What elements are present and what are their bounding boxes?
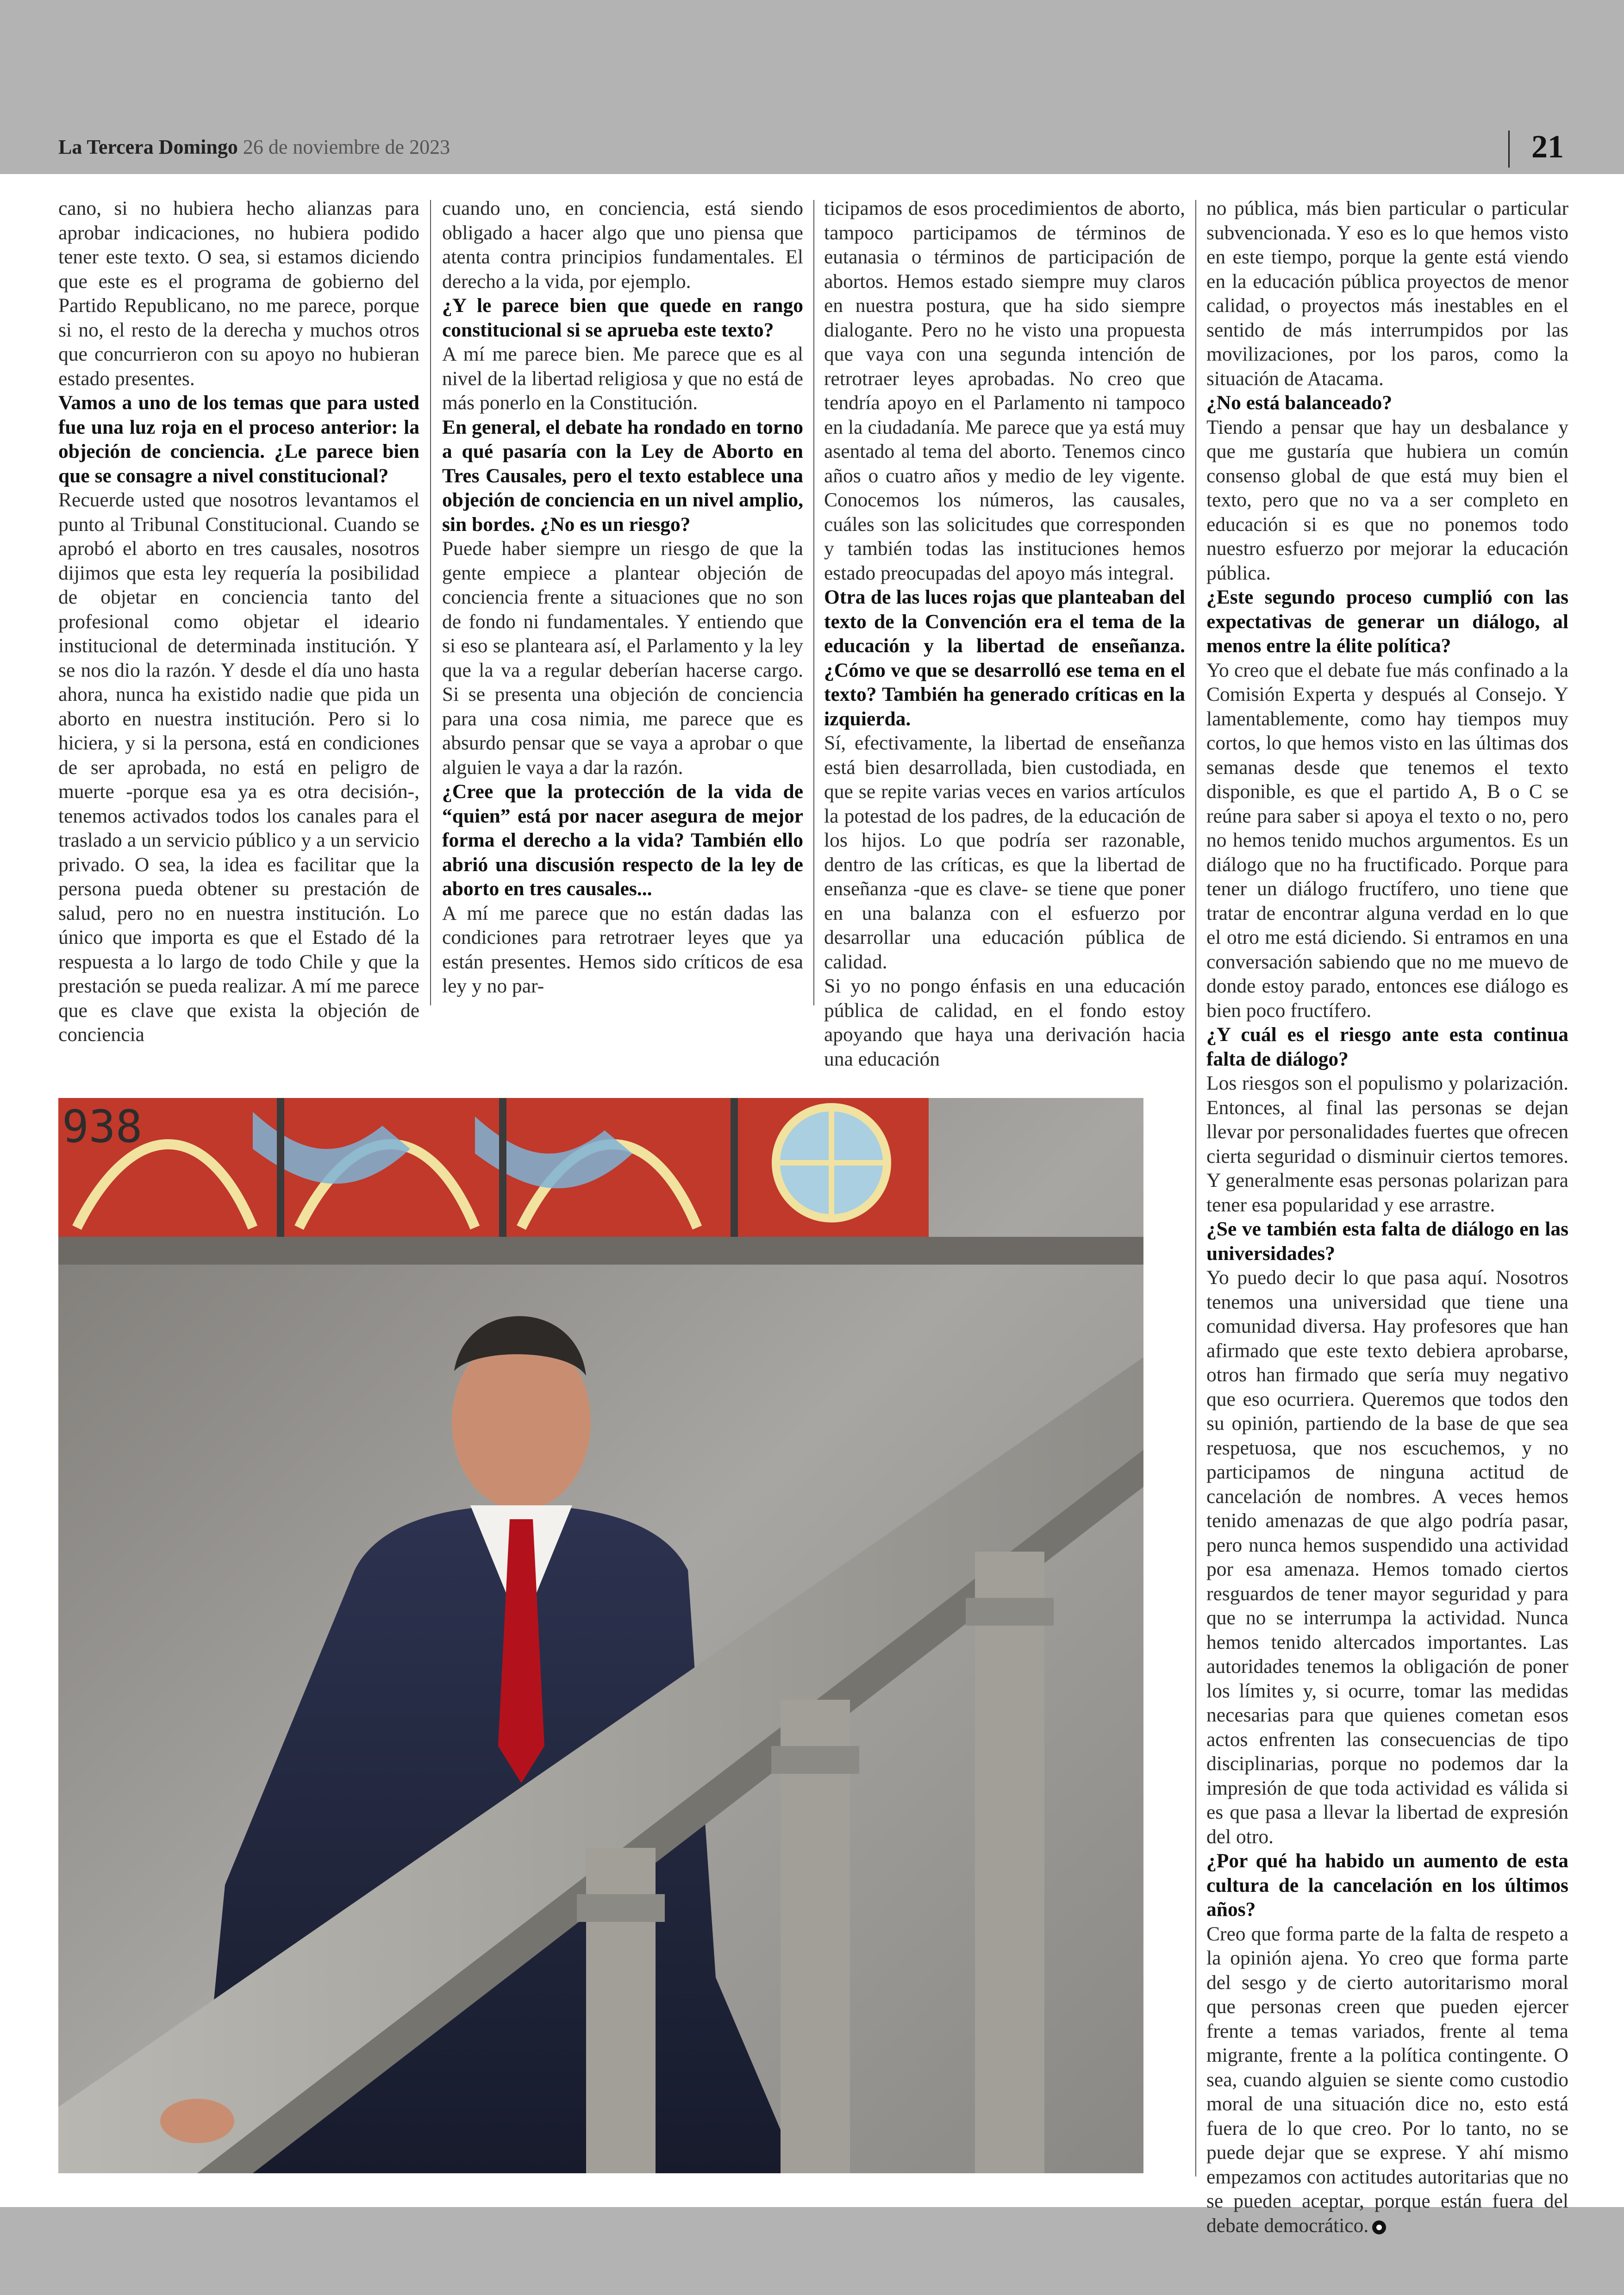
interview-answer: Los riesgos son el populismo y polarización. Entonces, al final las personas se dejan llevar por personalidades fuertes que ofrecen cierta seguridad o disminuir ciertos temores. Y generalmente esas personas polarizan para tener esa popularidad y ese arrastre. bbox=[1206, 1072, 1568, 1216]
masthead bbox=[58, 135, 450, 159]
header-divider bbox=[1508, 131, 1510, 168]
interview-answer: ticipamos de esos procedimientos de aborto, tampoco participamos de términos de eutanasia o términos de participación de abortos. Hemos estado siempre muy claros en nuestra postura, que ha sido siempre dialogante. Pero no he visto una propuesta que vaya con una segunda intención de retrotraer leyes aprobadas. No creo que tendría apoyo en el Parlamento ni tampoco en la ciudadanía. Me parece que ya está muy asentado al tema del aborto. Tenemos cinco años o cuatro años y medio de ley vigente. Conocemos los números, las causales, cuáles son las solicitudes que corresponden y también todas las instituciones hemos estado preocupadas del apoyo más integral. bbox=[824, 197, 1185, 584]
column-divider bbox=[1195, 200, 1196, 2177]
interview-answer: Yo puedo decir lo que pasa aquí. Nosotros tenemos una universidad que tiene una comunidad diversa. Hay profesores que han afirmado que este texto debiera aprobarse, otros han firmado que sería muy negativo que eso ocurriera. Queremos que todos den su opinión, partiendo de la base de que sea respetuosa, que nos escuchemos, y no participamos de ninguna actitud de cancelación de nombres. A veces hemos tenido amenazas de que algo podría pasar, pero nunca hemos suspendido una actividad por esa amenaza. Hemos tomado ciertos resguardos de tener mayor seguridad y para que no se interrumpa la actividad. Nunca hemos tenido altercados importantes. Las autoridades tenemos la obligación de poner los límites y, si ocurre, tomar las medidas necesarias para que quienes cometan esos actos enfrenten las consecuencias de tipo disciplinarias, porque no podemos dar la impresión de que toda actividad es válida si es que pasa a llevar la libertad de expresión del otro. bbox=[1206, 1266, 1568, 1848]
interview-answer: Creo que forma parte de la falta de respeto a la opinión ajena. Yo creo que forma parte del sesgo y de cierto autoritarismo moral que personas creen que pueden ejercer frente a temas variados, frente al tema migrante, frente a la política contingente. O sea, cuando alguien se siente como custodio moral de una situación dice no, esto está fuera de lo que creo. Por lo tanto, no se puede dejar que se exprese. Y ahí mismo empezamos con actitudes autoritarias que no se pueden aceptar, porque están fuera del debate democrático. bbox=[1206, 1922, 1568, 2237]
column-divider bbox=[430, 200, 431, 1005]
article-column-1 bbox=[58, 196, 419, 1046]
interview-answer: Si yo no pongo énfasis en una educación pública de calidad, en el fondo estoy apoyando que haya una derivación hacia una educación bbox=[824, 975, 1185, 1070]
interview-answer: cuando uno, en conciencia, está siendo obligado a hacer algo que uno piensa que atenta contra principios fundamentales. El derecho a la vida, por ejemplo. bbox=[442, 197, 803, 293]
article-column-3 bbox=[824, 196, 1185, 1070]
page-number: 21 bbox=[1531, 129, 1564, 165]
column-divider bbox=[813, 200, 814, 1005]
interview-question: ¿Y le parece bien que quede en rango constitucional si se aprueba este texto? bbox=[442, 294, 803, 341]
interview-question: ¿Este segundo proceso cumplió con las expectativas de generar un diálogo, al menos entre la élite política? bbox=[1206, 586, 1568, 657]
article-column-2 bbox=[442, 196, 803, 1002]
interview-answer: no pública, más bien particular o particular subvencionada. Y eso es lo que hemos visto en este tiempo, porque la gente está viendo en la educación pública proyectos de menor calidad, o proyectos más inestables en el sentido de más interrumpidos por las movilizaciones, por los paros, como la situación de Atacama. bbox=[1206, 197, 1568, 390]
window-digits: 938 bbox=[62, 1101, 143, 1153]
issue-date: 26 de noviembre de 2023 bbox=[243, 136, 450, 158]
interview-question: En general, el debate ha rondado en torno a qué pasaría con la Ley de Aborto en Tres Causales, pero el texto establece una objeción de conciencia en un nivel amplio, sin bordes. ¿No es un riesgo? bbox=[442, 416, 803, 536]
interview-question: Vamos a uno de los temas que para usted fue una luz roja en el proceso anterior: la objeción de conciencia. ¿Le parece bien que se consagre a nivel constitucional? bbox=[58, 392, 419, 487]
interview-question: ¿Por qué ha habido un aumento de esta cultura de la cancelación en los últimos años? bbox=[1206, 1850, 1568, 1921]
interview-question: ¿Se ve también esta falta de diálogo en las universidades? bbox=[1206, 1218, 1568, 1265]
paper-name: La Tercera Domingo bbox=[58, 136, 238, 158]
interview-answer: Sí, efectivamente, la libertad de enseñanza está bien desarrollada, bien custodiada, en que se repite varias veces en varios artículos la potestad de los padres, de la educación de los hijos. Lo que podría ser razonable, dentro de las críticas, es que la libertad de enseñanza -que es clave- se tiene que poner en una balanza con el esfuerzo por desarrollar una educación pública de calidad. bbox=[824, 732, 1185, 973]
interview-answer: cano, si no hubiera hecho alianzas para aprobar indicaciones, no hubiera podido tener este texto. O sea, si estamos diciendo que este es el programa de gobierno del Partido Republicano, no me parece, porque si no, el resto de la derecha y muchos otros que concurrieron con su apoyo no hubieran estado presentes. bbox=[58, 197, 419, 390]
interview-question: ¿Cree que la protección de la vida de “quien” está por nacer asegura de mejor forma el derecho a la vida? También ello abrió una discusión respecto de la ley de aborto en tres causales... bbox=[442, 780, 803, 900]
interview-answer: Puede haber siempre un riesgo de que la gente empiece a plantear objeción de conciencia frente a situaciones que no son de fondo ni fundamentales. Y entiendo que si eso se planteara así, el Parlamento y la ley que la va a regular deberían hacerse cargo. Si se presenta una objeción de conciencia para una cosa nimia, me parece que es absurdo pensar que se vaya a aprobar o que alguien le vaya a dar la razón. bbox=[442, 537, 803, 779]
end-of-article-icon bbox=[1372, 2220, 1386, 2234]
page-header bbox=[58, 129, 1568, 177]
article-column-4 bbox=[1206, 196, 1568, 2237]
interview-answer: Tiendo a pensar que hay un desbalance y que me gustaría que hubiera un común consenso global de que está muy bien el texto, pero que no va a ser completo en educación si es que no ponemos todo nuestro esfuerzo por mejorar la educación pública. bbox=[1206, 416, 1568, 584]
interview-answer: Yo creo que el debate fue más confinado a la Comisión Experta y después al Consejo. Y lamentablemente, como hay tiempos muy cortos, lo que hemos visto en las últimas dos semanas desde que tenemos el texto disponible, es que el partido A, B o C se reúne para saber si apoya el texto o no, pero no hemos tenido muchos argumentos. Es un diálogo que no ha fructificado. Porque para tener un diálogo fructífero, uno tiene que tratar de encontrar alguna verdad en lo que el otro me está diciendo. Si entramos en una conversación sabiendo que no me muevo de donde estoy parado, entonces ese diálogo es bien poco fructífero. bbox=[1206, 659, 1568, 1022]
interview-answer: A mí me parece que no están dadas las condiciones para retrotraer leyes que ya están presentes. Hemos sido críticos de esa ley y no par- bbox=[442, 902, 803, 997]
interview-answer: A mí me parece bien. Me parece que es al nivel de la libertad religiosa y que no está de más ponerlo en la Constitución. bbox=[442, 343, 803, 414]
interview-question: ¿No está balanceado? bbox=[1206, 392, 1393, 414]
interview-question: ¿Y cuál es el riesgo ante esta continua falta de diálogo? bbox=[1206, 1023, 1568, 1070]
interview-photo bbox=[58, 1098, 1143, 2173]
interview-question: Otra de las luces rojas que planteaban del texto de la Convención era el tema de la educación y la libertad de enseñanza. ¿Cómo ve que se desarrolló ese tema en el texto? También ha generado críticas en la izquierda. bbox=[824, 586, 1185, 730]
interview-answer: Recuerde usted que nosotros levantamos el punto al Tribunal Constitucional. Cuando se aprobó el aborto en tres causales, nosotros dijimos que esta ley requería la posibilidad de objetar en conciencia tanto del profesional como objetar el ideario institucional de determinada institución. Y se nos dio la razón. Y desde el día uno hasta ahora, nunca ha existido nadie que pida un aborto en nuestra institución. Pero si lo hiciera, y si la persona, está en condiciones de ser aprobada, no está en peligro de muerte -porque esa ya es otra decisión-, tenemos activados todos los canales para el traslado a un servicio público y a un servicio privado. O sea, la idea es facilitar que la persona pueda obtener su prestación de salud, pero no en nuestra institución. Lo único que importa es que el Estado dé la respuesta a lo largo de todo Chile y que la prestación se pueda realizar. A mí me parece que es clave que exista la objeción de conciencia bbox=[58, 489, 419, 1046]
